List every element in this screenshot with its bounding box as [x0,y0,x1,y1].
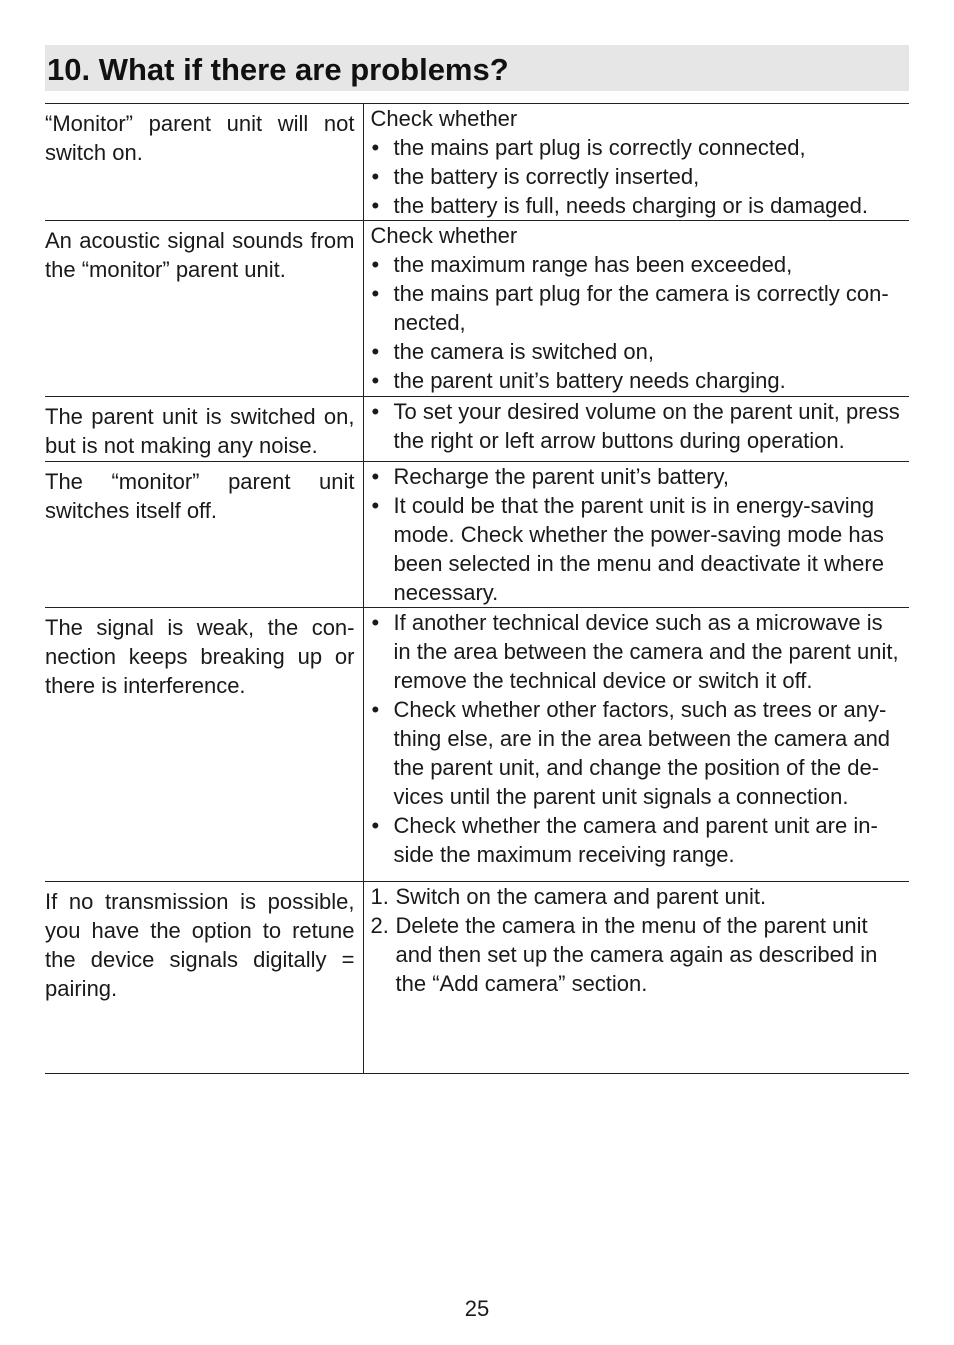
list-item: • Check whether other factors, such as trees or anything else, are in the area between the camera and the parent unit, and change the position of the devices until the parent unit signals a connection. [371,695,904,811]
solution-list [371,462,904,607]
section-header [45,45,909,91]
problem-cell: “Monitor” parent unit will not switch on. [45,104,363,221]
table-row [45,882,909,1074]
solution-list [371,250,904,395]
table-row [45,397,909,462]
list-item: • the battery is full, needs charging or is damaged. [371,191,904,220]
solution-cell [363,608,909,882]
list-item: • the mains part plug for the camera is correctly connected, [371,279,904,337]
list-item: • It could be that the parent unit is in energy-saving mode. Check whether the power-saving mode has been selected in the menu and deactivate it where necessary. [371,491,904,607]
page-title: 10. What if there are problems? [47,52,509,87]
solution-cell [363,221,909,397]
list-item: • the parent unit’s battery needs charging. [371,366,904,395]
troubleshooting-table [45,103,909,1074]
step-number: 1. [370,884,389,909]
table-row [45,221,909,397]
page-number: 25 [464,1296,490,1321]
solution-list [371,397,904,455]
list-item: • the maximum range has been exceeded, [371,250,904,279]
list-item: • the mains part plug is correctly connected, [371,133,904,162]
list-item: • Check whether the camera and parent unit are inside the maximum receiving range. [371,811,904,869]
step-number: 2. [370,913,389,938]
solution-cell [363,462,909,608]
problem-cell: An acoustic signal sounds from the “monitor” parent unit. [45,221,363,397]
solution-list [371,133,904,220]
list-item: • To set your desired volume on the parent unit, press the right or left arrow buttons during operation. [371,397,904,455]
list-item: • If another technical device such as a microwave is in the area between the camera and the parent unit, remove the technical device or switch it off. [371,608,904,695]
problem-cell: The “monitor” parent unit switches itself off. [45,462,363,608]
table-row [45,104,909,221]
table-row [45,608,909,882]
problem-cell: If no transmission is possible, you have the option to retune the device signals digitally = pairing. [45,882,363,1074]
solution-list [371,608,904,869]
list-item: • the camera is switched on, [371,337,904,366]
step-text: Delete the camera in the menu of the parent unit and then set up the camera again as described in the “Add camera” section. [395,913,878,996]
problem-cell: The signal is weak, the connection keeps breaking up or there is interference. [45,608,363,882]
list-item: • Recharge the parent unit’s battery, [371,462,904,491]
step-item [371,882,904,911]
solution-intro: Check whether [370,223,518,248]
list-item: • the battery is correctly inserted, [371,162,904,191]
solution-cell [363,104,909,221]
solution-cell [363,397,909,462]
step-item [371,911,904,998]
solution-cell [363,882,909,1074]
solution-steps [371,882,904,998]
step-text: Switch on the camera and parent unit. [395,884,767,909]
problem-cell: The parent unit is switched on, but is not making any noise. [45,397,363,462]
table-row [45,462,909,608]
solution-intro: Check whether [370,106,518,131]
